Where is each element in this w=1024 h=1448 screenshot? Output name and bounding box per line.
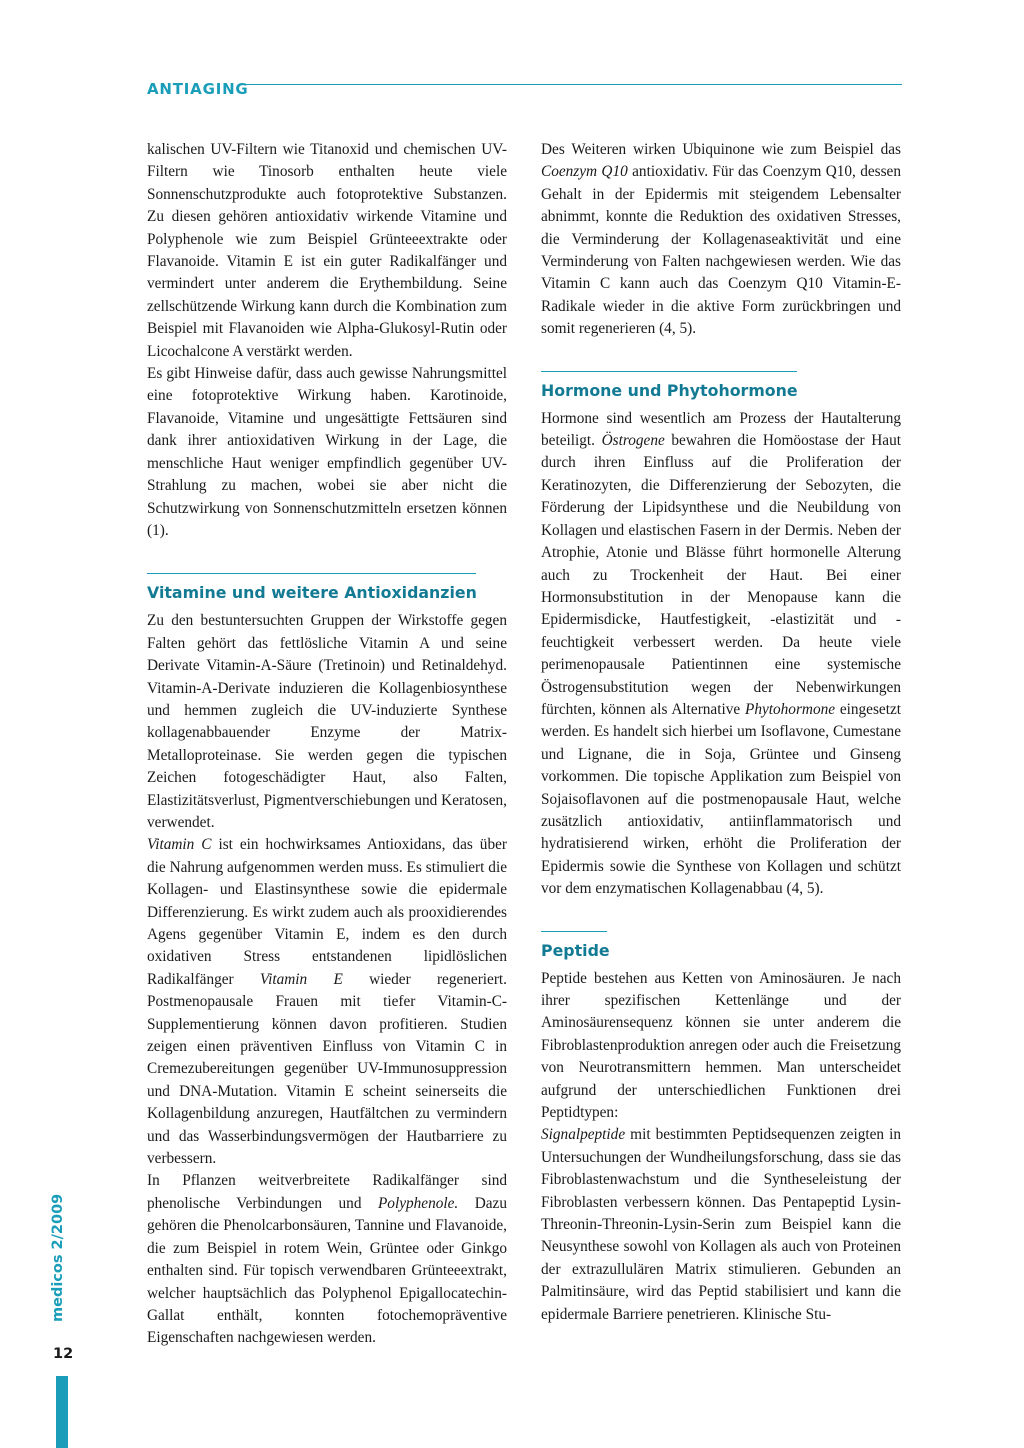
paragraph: Zu den bestuntersuchten Gruppen der Wirkstoffe gegen Falten gehört das fettlösliche Vitamin A und seine Derivate Vitamin-A-Säure (Tretinoin) und Retinaldehyd. Vitamin-A-Derivate induzieren die Kollagenbiosynthese und hemmen zugleich die UV-induzierte Synthese kollagenabbauender Enzyme der Matrix-Metalloproteinase. Sie werden gegen die typischen Zeichen fotogeschädigter Haut, also Falten, Elastizitätsverlust, Pigmentverschiebungen und Keratosen, verwendet. xyxy=(147,612,507,831)
paragraph-text: antioxidativ. Für das Coenzym Q10, dessen Gehalt in der Epidermis mit steigendem Lebensalter abnimmt, konnte die Reduktion des oxidativen Stresses, die Verminderung der Kollagenaseaktivität und eine Verminderung von Falten nachgewiesen werden. Wie das Vitamin C kann auch das Coenzym Q10 Vitamin-E-Radikale wieder in die aktive Form zurückbringen und somit regenerieren (4, 5). xyxy=(541,163,901,338)
paragraph-text: mit bestimmten Peptidsequenzen zeigten in Untersuchungen der Wundheilungsforschung, dass sie das Fibroblastenwachstum und die Syntheseleistung der Fibroblasten verbessern können. Das Pentapeptid Lysin-Threonin-Threonin-Lysin-Serin zum Beispiel kann die Neusynthese sowohl von Kollagen als auch von Proteinen der extrazullulären Matrix stimulieren. Gebunden an Palmitinsäure, wird das Peptid stabilisiert und kann die epidermale Barriere penetrieren. Klinische Stu- xyxy=(541,1126,901,1323)
section-rule xyxy=(541,931,607,932)
emphasis: Coenzym Q10 xyxy=(541,163,628,181)
paragraph-text: Des Weiteren wirken Ubiquinone wie zum Beispiel das xyxy=(541,141,901,158)
paragraph: Peptide bestehen aus Ketten von Aminosäuren. Je nach ihrer spezifischen Kettenlänge und der Aminosäurensequenz können sie unter anderem die Fibroblastenproduktion anregen oder auch die Freisetzung von Neurotransmittern hemmen. Man unterscheidet aufgrund der unterschiedlichen Funktionen drei Peptidtypen: xyxy=(541,969,901,1122)
paragraph: kalischen UV-Filtern wie Titanoxid und chemischen UV-Filtern wie Tinosorb enthalten heute viele Sonnenschutzprodukte auch fotoprotektive Substanzen. Zu diesen gehören antioxidativ wirkende Vitamine und Polyphenole wie zum Beispiel Grünteeextrakte oder Flavanoide. Vitamin E ist ein guter Radikalfänger und vermindert unter anderem die Erythembildung. Seine zellschützende Wirkung kann durch die Kombination zum Beispiel mit Flavanoiden wie Alpha-Glukosyl-Rutin oder Licochalcone A verstärkt werden. xyxy=(147,141,507,360)
section-heading-peptide: Peptide xyxy=(541,940,610,960)
paragraph xyxy=(541,139,901,341)
left-column xyxy=(147,139,507,1350)
header-rule xyxy=(244,84,902,85)
emphasis: Signalpeptide xyxy=(541,1126,626,1144)
right-column xyxy=(541,139,901,1326)
emphasis: Phytohormone xyxy=(744,700,836,718)
paragraph xyxy=(147,834,507,1170)
journal-issue: medicos 2/2009 xyxy=(50,1193,66,1322)
paragraph-text: Dazu gehören die Phenolcarbonsäuren, Tannine und Flavanoide, die zum Beispiel in rotem Wein, Grüntee oder Ginkgo enthalten sind. Für topisch verwendbaren Grünteeextrakt, welcher hauptsächlich das Polyphenol Epigallocatechin-Gallat enthält, konnten fotochemopräventive Eigenschaften nachgewiesen werden. xyxy=(147,1194,507,1347)
paragraph xyxy=(147,1170,507,1349)
section-heading-hormone: Hormone und Phytohormone xyxy=(541,380,798,400)
emphasis: Vitamin E xyxy=(259,970,343,988)
paragraph: Es gibt Hinweise dafür, dass auch gewisse Nahrungsmittel eine fotoprotektive Wirkung haben. Karotinoide, Flavanoide, Vitamine und ungesättigte Fettsäuren sind dank ihrer antioxidativen Wirkung in der Lage, die menschliche Haut weniger empfindlich gegenüber UV-Strahlung zu machen, wobei sie aber nicht die Schutzwirkung von Sonnenschutzmitteln ersetzen können (1). xyxy=(147,365,507,539)
paragraph xyxy=(541,1124,901,1326)
paragraph-text: bewahren die Homöostase der Haut durch ihren Einfluss auf die Proliferation der Keratinozyten, die Differenzierung der Sebozyten, die Förderung der Lipidsynthese und die Neubildung von Kollagen und elastischen Fasern in der Dermis. Neben der Atrophie, Atonie und Blässe führt hormonelle Alterung auch zu Trockenheit der Haut. Bei einer Hormonsubstitution in der Menopause kann die Epidermisdicke, Hautfestigkeit, -elastizität und -feuchtigkeit verbessert werden. Da heute viele perimenopausale Patientinnen eine systemische Östrogensubstitution wegen der Nebenwirkungen fürchten, können als Alternative xyxy=(541,432,901,718)
header-label: ANTIAGING xyxy=(147,80,249,98)
page-number: 12 xyxy=(53,1346,74,1362)
emphasis: Polyphenole. xyxy=(377,1194,459,1212)
paragraph-text: In Pflanzen weitverbreitete Radikalfänger sind phenolische Verbindungen und xyxy=(147,1172,507,1212)
emphasis: Östrogene xyxy=(601,432,665,450)
paragraph xyxy=(541,408,901,901)
section-rule xyxy=(541,371,797,372)
side-accent-bar xyxy=(56,1376,68,1448)
paragraph-text: Hormone sind wesentlich am Prozess der Hautalterung beteiligt. xyxy=(541,409,901,450)
emphasis: Vitamin C xyxy=(147,836,212,854)
paragraph-text: ist ein hochwirksames Antioxidans, das über die Nahrung aufgenommen werden muss. Es stimuliert die Kollagen- und Elastinsynthese sowie die epidermale Differenzierung. Es wirkt zudem auch als prooxidierendes Agens gegenüber Vitamin E, indem es den durch oxidativen Stress entstandenen lipidlöslichen Radikalfänger xyxy=(147,836,507,988)
section-heading-vitamine: Vitamine und weitere Antioxidanzien xyxy=(147,583,477,603)
paragraph-text: eingesetzt werden. Es handelt sich hierbei um Isoflavone, Cumestane und Lignane, die in Soja, Grüntee und Ginseng vorkommen. Die topische Applikation zum Beispiel von Sojaisoflavonen auf die postmenopausale Haut, welche zusätzlich antioxidativ, antiinflammatorisch und hydratisierend wirken, erhöht die Proliferation der Epidermis sowie die Synthese von Kollagen und schützt vor dem enzymatischen Kollagenabbau (4, 5). xyxy=(541,700,902,898)
section-rule xyxy=(147,573,476,574)
paragraph-text: wieder regeneriert. Postmenopausale Frauen mit tiefer Vitamin-C-Supplementierung können davon profitieren. Studien zeigen einen präventiven Einfluss von Vitamin C in Cremezubereitungen gegenüber UV-Immunosuppression und DNA-Mutation. Vitamin E scheint seinerseits die Kollagenbildung anzuregen, Hautfältchen zu vermindern und das Wasserbindungsvermögen der Hautbarriere zu verbessern. xyxy=(147,970,507,1168)
